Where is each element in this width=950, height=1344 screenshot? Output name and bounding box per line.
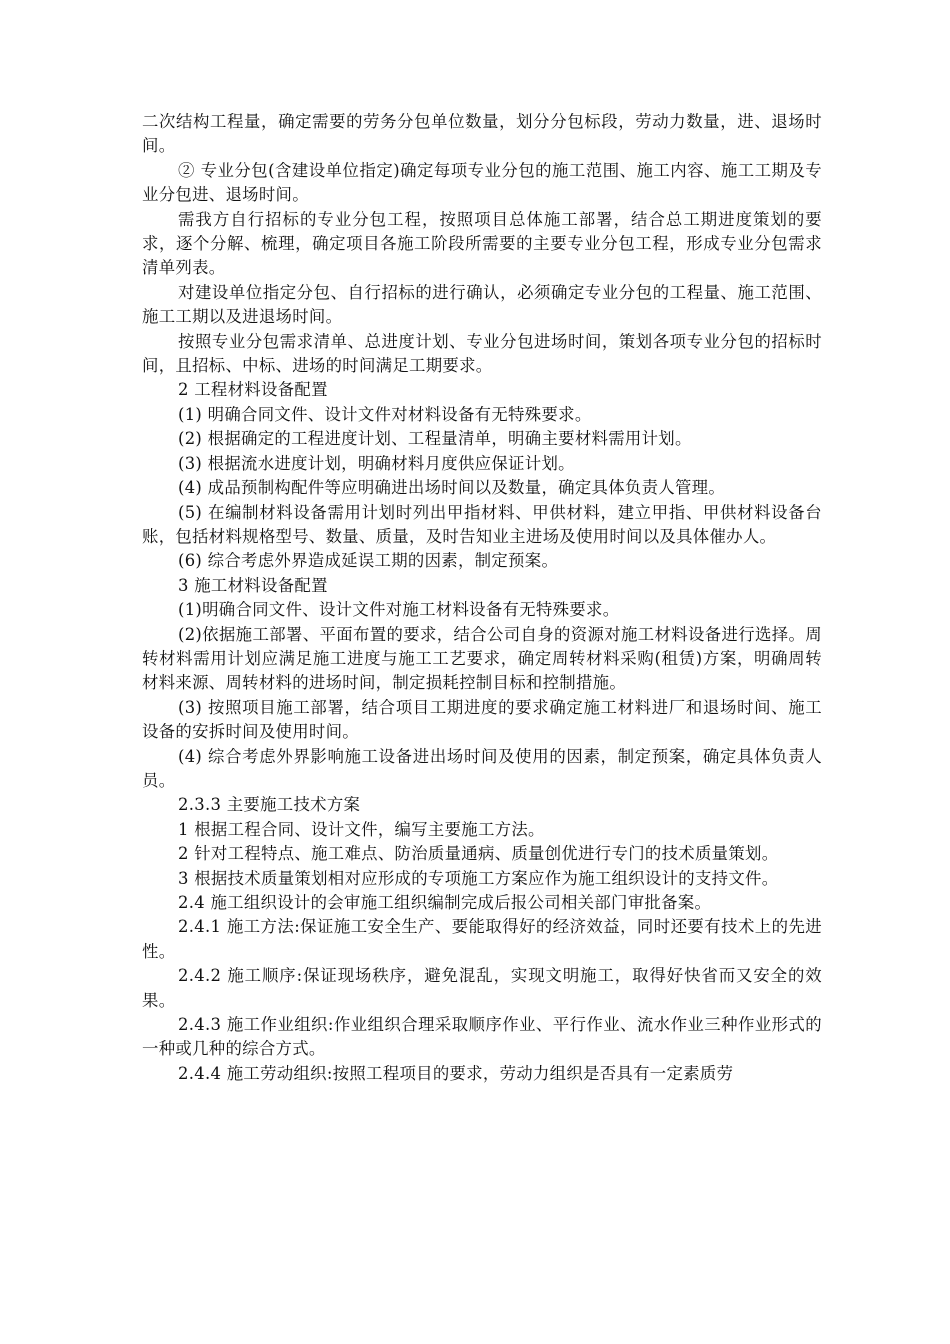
list-item: (2) 根据确定的工程进度计划、工程量清单，明确主要材料需用计划。 <box>178 429 692 449</box>
list-item: (4) 综合考虑外界影响施工设备进出场时间及使用的因素，制定预案，确定具体负责人员。 <box>142 746 822 790</box>
section-heading: 3 施工材料设备配置 <box>178 575 328 595</box>
paragraph: 2.4 施工组织设计的会审施工组织编制完成后报公司相关部门审批备案。 <box>178 893 712 912</box>
paragraph: 二次结构工程量，确定需要的劳务分包单位数量，划分分包标段，劳动力数量，进、退场时间。 <box>142 112 822 156</box>
list-item: 3 根据技术质量策划相对应形成的专项施工方案应作为施工组织设计的支持文件。 <box>178 868 779 888</box>
paragraph: 需我方自行招标的专业分包工程，按照项目总体施工部署，结合总工期进度策划的要求，逐个分解、梳理，确定项目各施工阶段所需要的主要专业分包工程，形成专业分包需求清单列表。 <box>142 209 822 278</box>
section-heading: 2 工程材料设备配置 <box>178 380 328 400</box>
paragraph: 2.4.3 施工作业组织:作业组织合理采取顺序作业、平行作业、流水作业三种作业形式的一种或几种的综合方式。 <box>142 1015 822 1059</box>
list-item: (5) 在编制材料设备需用计划时列出甲指材料、甲供材料，建立甲指、甲供材料设备台账，包括材料规格型号、数量、质量，及时告知业主进场及使用时间以及具体催办人。 <box>142 502 822 546</box>
list-item: (6) 综合考虑外界造成延误工期的因素，制定预案。 <box>178 551 559 571</box>
paragraph: 按照专业分包需求清单、总进度计划、专业分包进场时间，策划各项专业分包的招标时间，且招标、中标、进场的时间满足工期要求。 <box>142 331 822 376</box>
list-item: 2 针对工程特点、施工难点、防治质量通病、质量创优进行专门的技术质量策划。 <box>178 844 779 864</box>
paragraph: 2.4.4 施工劳动组织:按照工程项目的要求，劳动力组织是否具有一定素质劳 <box>178 1063 734 1083</box>
paragraph: 对建设单位指定分包、自行招标的进行确认，必须确定专业分包的工程量、施工范围、施工工期以及进退场时间。 <box>142 282 822 327</box>
list-item: (3) 根据流水进度计划，明确材料月度供应保证计划。 <box>178 453 575 473</box>
list-item: (2)依据施工部署、平面布置的要求，结合公司自身的资源对施工材料设备进行选择。周转材料需用计划应满足施工进度与施工工艺要求，确定周转材料采购(租赁)方案，明确周转材料来源、周转材料的进场时间，制定损耗控制目标和控制措施。 <box>142 624 822 693</box>
document-page <box>142 110 822 1086</box>
list-item: (3) 按照项目施工部署，结合项目工期进度的要求确定施工材料进厂和退场时间、施工设备的安拆时间及使用时间。 <box>142 697 822 742</box>
list-item: 1 根据工程合同、设计文件，编写主要施工方法。 <box>178 819 545 839</box>
paragraph: 2.4.2 施工顺序:保证现场秩序，避免混乱，实现文明施工，取得好快省而又安全的效果。 <box>142 966 822 1010</box>
paragraph: ② 专业分包(含建设单位指定)确定每项专业分包的施工范围、施工内容、施工工期及专业分包进、退场时间。 <box>142 160 822 205</box>
list-item: (1) 明确合同文件、设计文件对材料设备有无特殊要求。 <box>178 404 592 424</box>
section-heading: 2.3.3 主要施工技术方案 <box>178 795 361 815</box>
list-item: (4) 成品预制构配件等应明确进出场时间以及数量，确定具体负责人管理。 <box>178 478 726 498</box>
list-item: (1)明确合同文件、设计文件对施工材料设备有无特殊要求。 <box>178 600 620 620</box>
paragraph: 2.4.1 施工方法:保证施工安全生产、要能取得好的经济效益，同时还要有技术上的先进性。 <box>142 917 822 961</box>
